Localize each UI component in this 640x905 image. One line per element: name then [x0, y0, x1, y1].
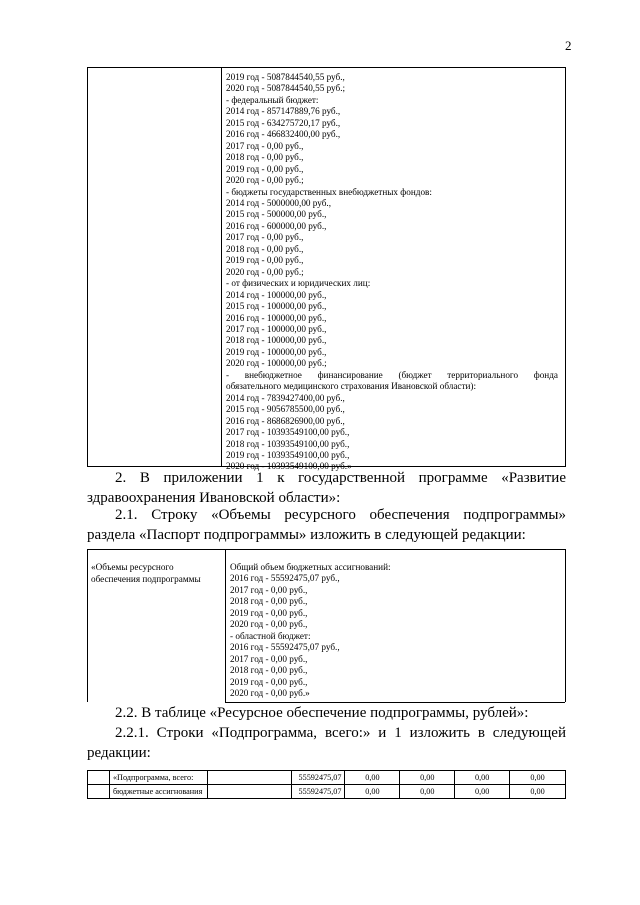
funding-line: 2014 год - 7839427400,00 руб., — [226, 392, 345, 403]
table-cell — [88, 771, 110, 785]
funding-line: 2018 год - 0,00 руб., — [226, 243, 304, 254]
funding-line: 2020 год - 100000,00 руб.; — [226, 358, 327, 369]
value-line: 2020 год - 0,00 руб., — [230, 619, 308, 630]
funding-line: 2018 год - 100000,00 руб., — [226, 335, 327, 346]
passport-label: «Объемы ресурсного обеспечения подпрограммы — [91, 562, 201, 584]
paragraph-line: раздела «Паспорт подпрограммы» изложить в следующей редакции: — [87, 527, 526, 543]
funding-line: 2015 год - 500000,00 руб., — [226, 209, 327, 220]
paragraph-2-1 — [87, 505, 566, 545]
funding-text — [226, 72, 558, 473]
funding-line: 2017 год - 0,00 руб., — [226, 232, 304, 243]
funding-line: 2019 год - 0,00 руб., — [226, 163, 304, 174]
funding-line: - бюджеты государственных внебюджетных фондов: — [226, 186, 432, 197]
table-row — [88, 771, 566, 785]
table-cell: 0,00 — [400, 771, 455, 785]
paragraph-2-2-1 — [87, 723, 566, 763]
value-line: 2018 год - 0,00 руб., — [230, 596, 308, 607]
table-cell: «Подпрограмма, всего: — [109, 771, 207, 785]
paragraph-line: 2.2.1. Строки «Подпрограмма, всего:» и 1 изложить в следующей — [115, 725, 566, 741]
heading-word: фонда — [533, 369, 558, 380]
funding-line: - федеральный бюджет: — [226, 94, 319, 105]
paragraph-line: здравоохранения Ивановской области»: — [87, 490, 341, 506]
funding-line: 2016 год - 8686826900,00 руб., — [226, 415, 345, 426]
heading-word: финансирование — [317, 369, 383, 380]
funding-line: 2020 год - 10393549100,00 руб.» — [226, 461, 352, 472]
funding-line: 2018 год - 10393549100,00 руб., — [226, 438, 350, 449]
column-divider — [225, 550, 226, 702]
value-line: 2016 год - 55592475,07 руб., — [230, 642, 340, 653]
table-cell — [207, 771, 291, 785]
funding-line: 2014 год - 100000,00 руб., — [226, 289, 327, 300]
table-cell: 55592475,07 — [291, 785, 345, 799]
funding-line: 2014 год - 5000000,00 руб., — [226, 197, 332, 208]
table-cell — [88, 785, 110, 799]
table-cell: 0,00 — [345, 785, 400, 799]
paragraph-2 — [87, 468, 566, 508]
paragraph-line: редакции: — [87, 745, 151, 761]
table-cell: 0,00 — [510, 771, 566, 785]
continued-table — [87, 67, 566, 472]
funding-line: 2015 год - 100000,00 руб., — [226, 301, 327, 312]
heading-word: (бюджет — [398, 369, 432, 380]
table-cell: 0,00 — [345, 771, 400, 785]
value-line: - областной бюджет: — [230, 630, 311, 641]
value-line: 2019 год - 0,00 руб., — [230, 607, 308, 618]
funding-line: - от физических и юридических лиц: — [226, 278, 371, 289]
funding-line: 2019 год - 5087844540,55 руб., — [226, 72, 345, 82]
value-line: 2018 год - 0,00 руб., — [230, 665, 308, 676]
table-cell: 0,00 — [510, 785, 566, 799]
funding-line: 2016 год - 600000,00 руб., — [226, 220, 327, 231]
funding-line: 2018 год - 0,00 руб., — [226, 152, 304, 163]
value-line: Общий объем бюджетных ассигнований: — [230, 562, 391, 572]
funding-line: 2015 год - 634275720,17 руб., — [226, 117, 341, 128]
funding-line: 2020 год - 0,00 руб.; — [226, 266, 304, 277]
passport-table — [87, 549, 566, 702]
table-cell: бюджетные ассигнования — [109, 785, 207, 799]
value-line: 2017 год - 0,00 руб., — [230, 653, 308, 664]
paragraph-line: 2.1. Строку «Объемы ресурсного обеспечения подпрограммы» — [115, 507, 566, 523]
value-line: 2016 год - 55592475,07 руб., — [230, 573, 340, 584]
funding-line: 2017 год - 10393549100,00 руб., — [226, 427, 350, 438]
funding-line: 2016 год - 466832400,00 руб., — [226, 129, 341, 140]
funding-line: 2020 год - 0,00 руб.; — [226, 175, 304, 186]
funding-line: 2019 год - 10393549100,00 руб., — [226, 449, 350, 460]
funding-line: 2019 год - 0,00 руб., — [226, 255, 304, 266]
passport-values — [230, 562, 560, 699]
paragraph-line: 2. В приложении 1 к государственной программе «Развитие — [115, 470, 566, 486]
funding-line: 2014 год - 857147889,76 руб., — [226, 106, 341, 117]
heading-word: внебюджетное — [244, 369, 302, 380]
heading-word: территориального — [447, 369, 519, 380]
value-line: 2019 год - 0,00 руб., — [230, 676, 308, 687]
funding-line: 2017 год - 100000,00 руб., — [226, 323, 327, 334]
funding-line: 2019 год - 100000,00 руб., — [226, 346, 327, 357]
table-cell: 0,00 — [455, 785, 510, 799]
funding-line: обязательного медицинского страхования Ивановской области): — [226, 381, 477, 392]
table-cell: 0,00 — [455, 771, 510, 785]
funding-line: 2015 год - 9056785500,00 руб., — [226, 404, 345, 415]
table-cell: 55592475,07 — [291, 771, 345, 785]
value-line: 2017 год - 0,00 руб., — [230, 584, 308, 595]
funding-line: 2017 год - 0,00 руб., — [226, 140, 304, 151]
paragraph-2-2: 2.2. В таблице «Ресурсное обеспечение подпрограммы, рублей»: — [115, 705, 529, 721]
value-line: 2020 год - 0,00 руб.» — [230, 687, 310, 698]
funding-line: 2016 год - 100000,00 руб., — [226, 312, 327, 323]
funding-line: 2020 год - 5087844540,55 руб.; — [226, 83, 346, 94]
table-row — [88, 785, 566, 799]
resource-table — [87, 770, 566, 799]
page-number: 2 — [565, 38, 572, 53]
table-cell: 0,00 — [400, 785, 455, 799]
table-cell — [207, 785, 291, 799]
offbudget-heading — [226, 370, 558, 381]
column-divider — [221, 68, 222, 466]
heading-word: - — [226, 369, 230, 380]
